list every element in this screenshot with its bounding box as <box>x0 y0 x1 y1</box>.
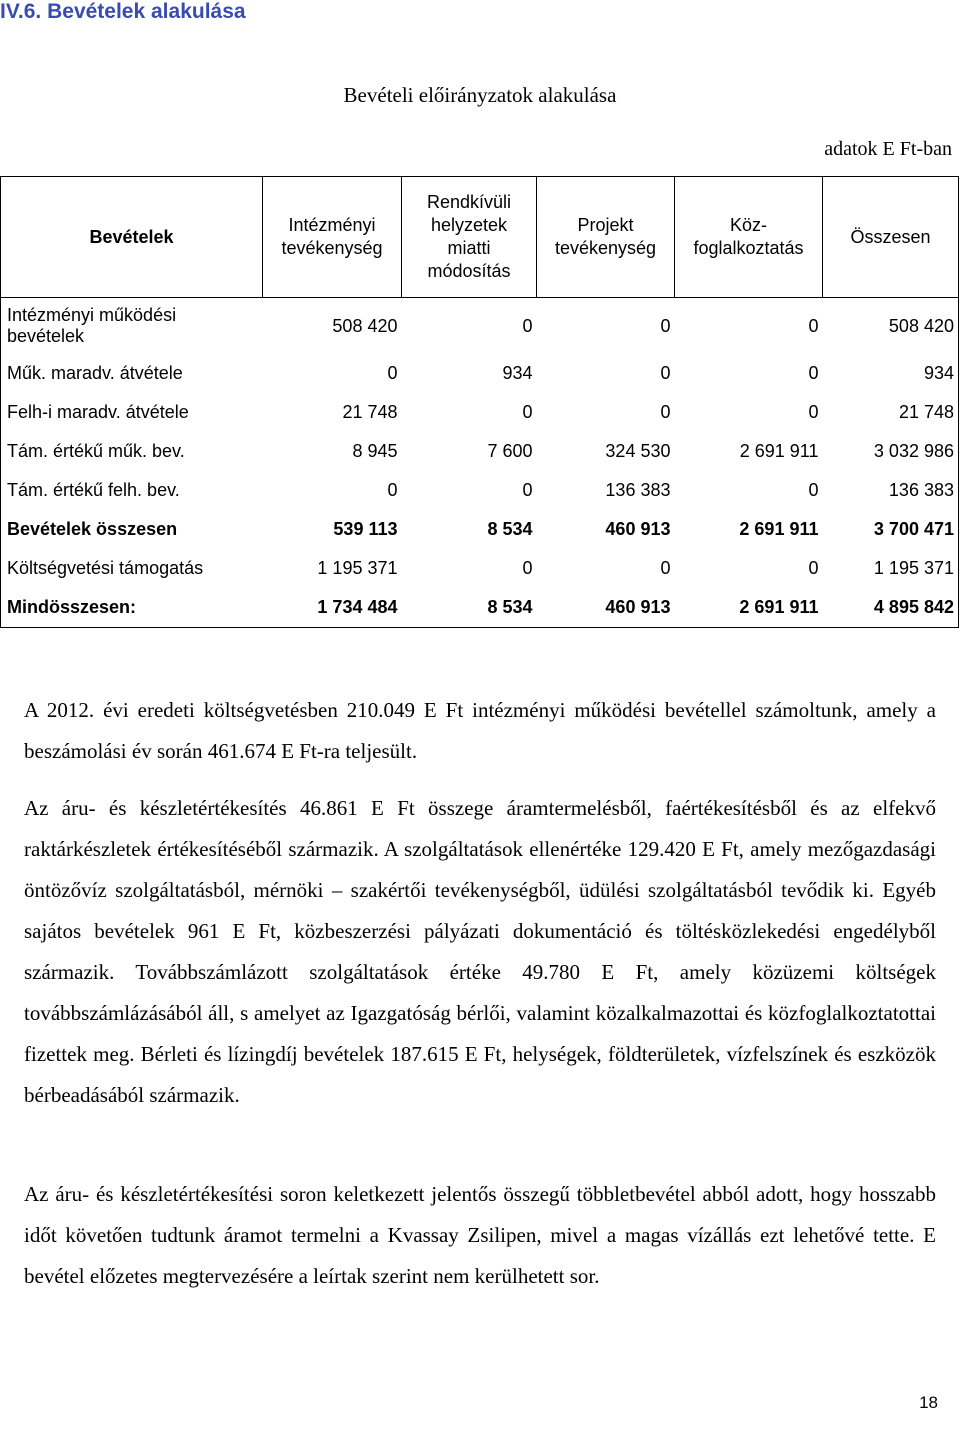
header-project: Projekt tevékenység <box>537 177 675 298</box>
cell-value: 8 534 <box>487 519 533 539</box>
table-row <box>1 354 959 393</box>
cell-value: 934 <box>502 363 533 383</box>
section-title: IV.6. Bevételek alakulása <box>0 0 246 23</box>
cell-value: 0 <box>808 402 819 422</box>
cell-value: 0 <box>660 558 671 578</box>
row-label: Költségvetési támogatás <box>1 549 263 588</box>
row-label: Intézményi működési bevételek <box>1 298 263 355</box>
cell-value: 0 <box>522 480 533 500</box>
table-title: Bevételi előirányzatok alakulása <box>343 83 617 107</box>
paragraph-1: A 2012. évi eredeti költségvetésben 210.049 E Ft intézményi működési bevétellel számoltunk, amely a beszámolási év során 461.674 E Ft-ra teljesült. <box>24 698 936 763</box>
header-total: Összesen <box>823 177 959 298</box>
cell-value: 3 032 986 <box>823 432 959 471</box>
row-label: Tám. értékű műk. bev. <box>1 432 263 471</box>
header-public-work: Köz-foglalkoztatás <box>675 177 823 298</box>
table-row <box>1 549 959 588</box>
cell-value: 8 534 <box>402 588 537 628</box>
table-row <box>1 393 959 432</box>
row-label: Felh-i maradv. átvétele <box>1 393 263 432</box>
cell-value: 8 945 <box>352 441 398 461</box>
paragraph-2: Az áru- és készletértékesítés 46.861 E Ft összege áramtermelésből, faértékesítésből és az elfekvő raktárkészletek értékesítéséből származik. A szolgáltatások ellenértéke 129.420 E Ft, amely mezőgazdasági öntözővíz szolgáltatásból, mérnöki – szakértői tevékenységből, üdülési szolgáltatásból tevődik ki. Egyéb sajátos bevételek 961 E Ft, közbeszerzési pályázati dokumentáció és töltésközlekedési engedélyből származik. Továbbszámlázott szolgáltatások értéke 49.780 E Ft, amely közüzemi költségek továbbszámlázásából áll, s amelyet az Igazgatóság bérlői, valamint közalkalmazottai és közfoglalkoztatottai fizettek meg. Bérleti és lízingdíj bevételek 187.615 E Ft, helységek, földterületek, vízfelszínek és eszközök bérbeadásából származik. <box>24 796 936 1107</box>
cell-value: 0 <box>522 315 533 336</box>
cell-value: 136 383 <box>605 480 671 500</box>
revenue-table <box>0 176 959 628</box>
row-label: Műk. maradv. átvétele <box>1 354 263 393</box>
cell-value: 2 691 911 <box>675 588 823 628</box>
page-number: 18 <box>919 1393 938 1412</box>
cell-value: 136 383 <box>823 471 959 510</box>
cell-value: 4 895 842 <box>823 588 959 628</box>
cell-value: 460 913 <box>605 519 671 539</box>
cell-value: 934 <box>823 354 959 393</box>
header-emergency: Rendkívüli helyzetek miatti módosítás <box>402 177 537 298</box>
cell-value: 2 691 911 <box>739 519 819 539</box>
row-label: Bevételek összesen <box>1 510 263 549</box>
cell-value: 0 <box>808 363 819 383</box>
cell-value: 0 <box>660 315 671 336</box>
cell-value: 0 <box>660 402 671 422</box>
cell-value: 508 420 <box>332 315 398 336</box>
cell-value: 0 <box>808 480 819 500</box>
cell-value: 0 <box>660 363 671 383</box>
row-label: Tám. értékű felh. bev. <box>1 471 263 510</box>
row-label: Mindösszesen: <box>1 588 263 628</box>
cell-value: 1 195 371 <box>317 558 398 578</box>
table-row <box>1 471 959 510</box>
cell-value: 21 748 <box>342 402 398 422</box>
cell-value: 7 600 <box>487 441 533 461</box>
cell-value: 3 700 471 <box>823 510 959 549</box>
cell-value: 0 <box>387 480 398 500</box>
cell-value: 1 195 371 <box>823 549 959 588</box>
cell-value: 324 530 <box>605 441 671 461</box>
cell-value: 508 420 <box>823 298 959 355</box>
header-revenues: Bevételek <box>1 177 263 298</box>
header-institutional: Intézményi tevékenység <box>263 177 402 298</box>
cell-value: 0 <box>808 558 819 578</box>
units-note: adatok E Ft-ban <box>824 138 952 160</box>
paragraph-3: Az áru- és készletértékesítési soron keletkezett jelentős összegű többletbevétel abból adott, hogy hosszabb időt követően tudtunk áramot termelni a Kvassay Zsilipen, mivel a magas vízállás ezt lehetővé tette. E bevétel előzetes megtervezésére a leírtak szerint nem kerülhetett sor. <box>24 1182 936 1288</box>
cell-value: 0 <box>522 558 533 578</box>
cell-value: 0 <box>522 402 533 422</box>
table-row <box>1 298 959 355</box>
cell-value: 0 <box>387 363 398 383</box>
table-row <box>1 510 959 549</box>
cell-value: 460 913 <box>537 588 675 628</box>
table-row <box>1 432 959 471</box>
cell-value: 2 691 911 <box>739 441 819 461</box>
cell-value: 21 748 <box>823 393 959 432</box>
cell-value: 1 734 484 <box>263 588 402 628</box>
cell-value: 539 113 <box>333 519 398 539</box>
table-row <box>1 588 959 628</box>
cell-value: 0 <box>808 315 819 336</box>
